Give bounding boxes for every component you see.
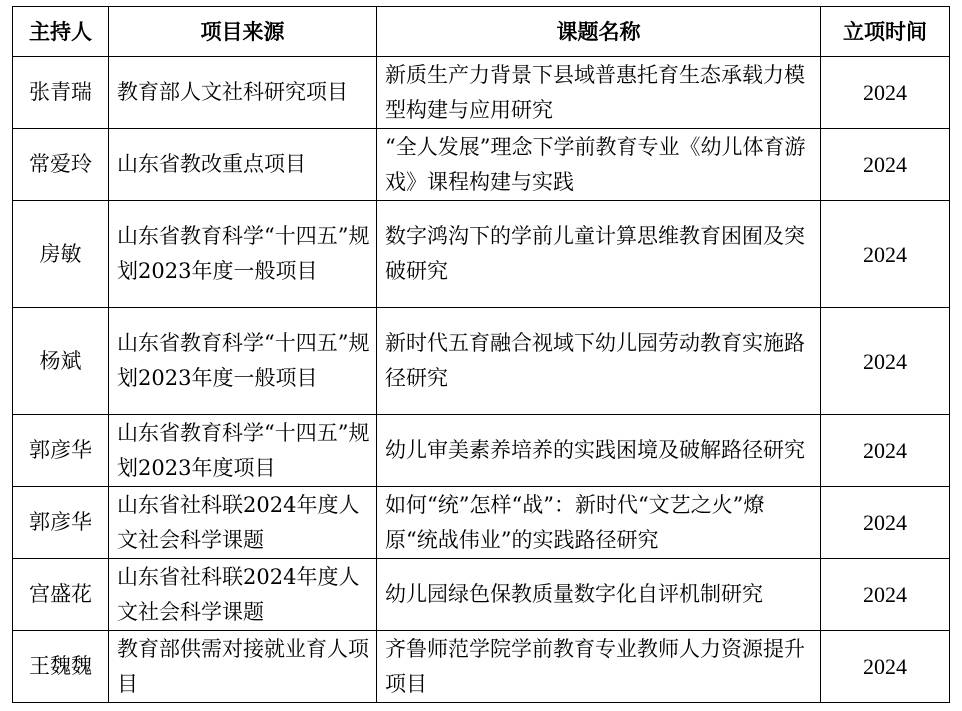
cell-host: 房敏	[13, 201, 109, 308]
cell-year: 2024	[821, 487, 950, 559]
projects-table	[12, 6, 950, 703]
cell-host: 常爱玲	[13, 129, 109, 201]
table-row	[13, 201, 950, 308]
cell-host: 王魏魏	[13, 631, 109, 703]
cell-source: 山东省社科联2024年度人文社会科学课题	[109, 487, 377, 559]
cell-source: 山东省教改重点项目	[109, 129, 377, 201]
cell-year: 2024	[821, 308, 950, 415]
header-year: 立项时间	[821, 7, 950, 57]
table-row	[13, 308, 950, 415]
cell-host: 郭彦华	[13, 487, 109, 559]
table-row	[13, 57, 950, 129]
cell-topic: 新时代五育融合视域下幼儿园劳动教育实施路径研究	[377, 308, 821, 415]
cell-topic: 幼儿审美素养培养的实践困境及破解路径研究	[377, 415, 821, 487]
cell-source: 山东省教育科学“十四五”规划2023年度项目	[109, 415, 377, 487]
cell-host: 郭彦华	[13, 415, 109, 487]
header-topic: 课题名称	[377, 7, 821, 57]
cell-source: 山东省教育科学“十四五”规划2023年度一般项目	[109, 201, 377, 308]
cell-host: 宫盛花	[13, 559, 109, 631]
cell-year: 2024	[821, 559, 950, 631]
cell-topic: 幼儿园绿色保教质量数字化自评机制研究	[377, 559, 821, 631]
table-row	[13, 631, 950, 703]
cell-topic: 新质生产力背景下县域普惠托育生态承载力模型构建与应用研究	[377, 57, 821, 129]
cell-year: 2024	[821, 631, 950, 703]
cell-year: 2024	[821, 201, 950, 308]
cell-host: 杨斌	[13, 308, 109, 415]
cell-source: 教育部人文社科研究项目	[109, 57, 377, 129]
cell-year: 2024	[821, 57, 950, 129]
cell-source: 山东省社科联2024年度人文社会科学课题	[109, 559, 377, 631]
table-header-row	[13, 7, 950, 57]
cell-topic: 数字鸿沟下的学前儿童计算思维教育困囿及突破研究	[377, 201, 821, 308]
table-row	[13, 415, 950, 487]
table-row	[13, 129, 950, 201]
cell-topic: 齐鲁师范学院学前教育专业教师人力资源提升项目	[377, 631, 821, 703]
table-row	[13, 559, 950, 631]
cell-topic: “全人发展”理念下学前教育专业《幼儿体育游戏》课程构建与实践	[377, 129, 821, 201]
cell-host: 张青瑞	[13, 57, 109, 129]
cell-year: 2024	[821, 415, 950, 487]
header-host: 主持人	[13, 7, 109, 57]
cell-source: 教育部供需对接就业育人项目	[109, 631, 377, 703]
cell-year: 2024	[821, 129, 950, 201]
table-row	[13, 487, 950, 559]
cell-topic: 如何“统”怎样“战”：新时代“文艺之火”燎原“统战伟业”的实践路径研究	[377, 487, 821, 559]
cell-source: 山东省教育科学“十四五”规划2023年度一般项目	[109, 308, 377, 415]
header-source: 项目来源	[109, 7, 377, 57]
